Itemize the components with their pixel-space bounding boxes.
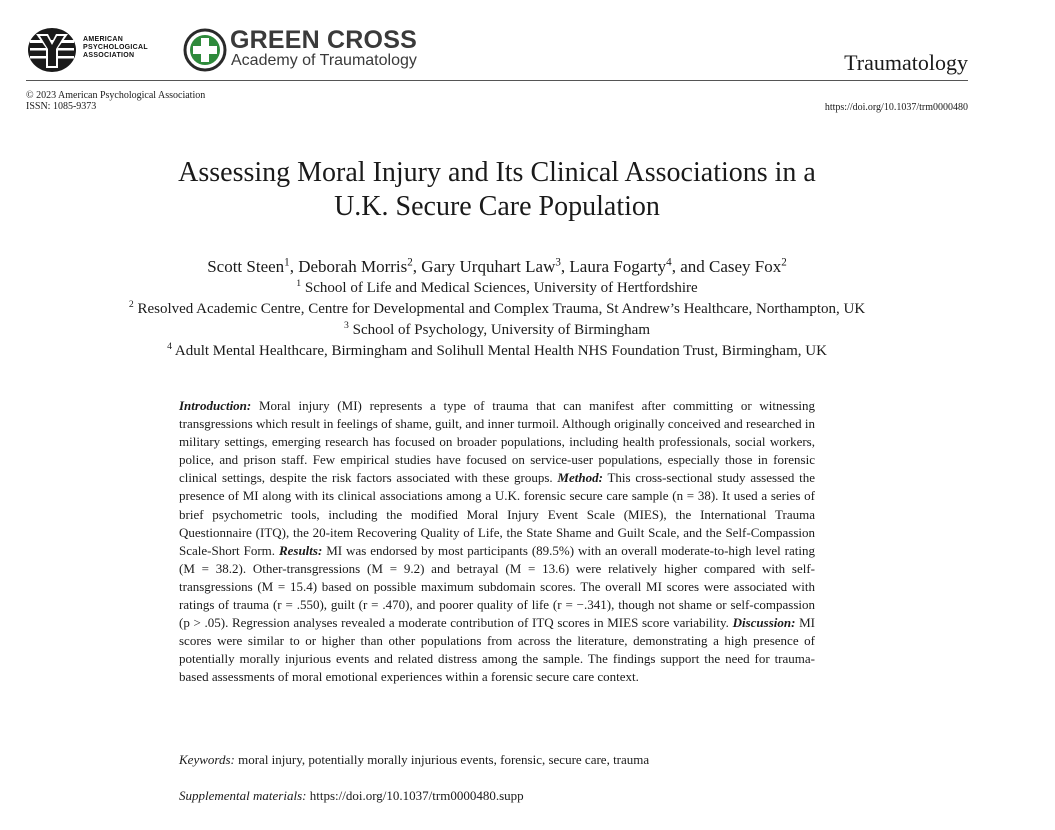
- supplemental-label: Supplemental materials:: [179, 788, 307, 803]
- header-divider: [26, 80, 968, 81]
- abstract-discussion-label: Discussion:: [732, 615, 796, 631]
- copyright-line: © 2023 American Psychological Association: [26, 90, 206, 101]
- journal-name: Traumatology: [844, 50, 968, 75]
- journal-header: [26, 22, 968, 80]
- abstract-results: MI was endorsed by most participants (89.5%) with an overall moderate-to-high level rating (M = 38.2). Other-transgressions (M = 9.2) and betrayal (M = 13.6) were relatively higher compared with self-transgressions (M = 15.4) based on possible maximum subdomain scores. The overall MI scores were associated with ratings of trauma (r = .550), guilt (r = .470), and poorer quality of life (r = −.341), though not shame or self-compassion (p > .05). Regression analyses revealed a moderate contribution of ITQ scores in MIES score variability.: [179, 542, 815, 631]
- affiliation: $^2$ Resolved Academic Centre, Centre for Developmental and Complex Trauma, St Andrew’s Healthcare, Northampton, UK: [128, 299, 866, 317]
- abstract-intro: Moral injury (MI) represents a type of trauma that can manifest after committing or witnessing transgressions which result in feelings of shame, guilt, and inner turmoil. Although originally conceived and researched in military settings, emerging research has focused on broader populations, including health professionals, social workers, police, and prison staff. Few empirical studies have focused on service-user populations, especially those in forensic clinical settings, despite the risk factors associated with these groups.: [179, 398, 815, 486]
- abstract-results-label: Results:: [278, 542, 323, 558]
- affiliation: $^3$ School of Psychology, University of Birmingham: [344, 320, 650, 338]
- article-title: Assessing Moral Injury and Its Clinical Associations in a U.K. Secure Care Population: [178, 157, 816, 222]
- author: Deborah Morris$^2$,: [298, 256, 422, 276]
- supplemental-link[interactable]: https://doi.org/10.1037/trm0000480.supp: [309, 788, 524, 803]
- author: Laura Fogarty$^4$, and: [569, 256, 709, 276]
- keywords-text: moral injury, potentially morally injurious events, forensic, secure care, trauma: [238, 752, 650, 767]
- doi-link[interactable]: https://doi.org/10.1037/trm0000480: [824, 102, 968, 113]
- green-cross-title: GREEN CROSS: [230, 26, 417, 54]
- abstract-discussion: MI scores were similar to or higher than other populations from across the literature, demonstrating a high presence of potentially morally injurious events and related distress among the sample. The findings support the need for trauma-based assessments of moral emotional experiences within a forensic secure care context.: [179, 615, 815, 685]
- keywords-label: Keywords:: [179, 752, 235, 767]
- affiliation: $^4$ Adult Mental Healthcare, Birmingham and Solihull Mental Health NHS Foundation Trust, Birmingham, UK: [167, 341, 827, 359]
- apa-logo-icon: [26, 26, 78, 74]
- author: Gary Urquhart Law$^3$,: [421, 256, 570, 276]
- author-list: [0, 256, 994, 278]
- copyright-block: [26, 90, 205, 112]
- affiliation: $^1$ School of Life and Medical Sciences, University of Hertfordshire: [296, 278, 698, 296]
- affiliation-list: [0, 278, 994, 362]
- author: Scott Steen$^1$,: [207, 256, 299, 276]
- abstract-intro-label: Introduction:: [179, 398, 252, 413]
- abstract: [179, 397, 815, 687]
- apa-logo-text: AMERICAN PSYCHOLOGICAL ASSOCIATION: [83, 36, 148, 59]
- abstract-method-label: Method:: [557, 470, 603, 486]
- supplemental-materials: [179, 787, 524, 805]
- green-cross-logo-icon: [183, 28, 227, 72]
- author: Casey Fox$^2$: [709, 256, 787, 276]
- keywords: [179, 751, 649, 769]
- green-cross-subtitle: Academy of Traumatology: [231, 52, 417, 69]
- abstract-method: This cross-sectional study assessed the presence of MI along with its clinical associations among a U.K. forensic secure care sample (n = 38). It used a series of brief psychometric tools, including the modified Moral Injury Event Scale (MIES), the International Trauma Questionnaire (ITQ), the 20-item Recovering Quality of Life, the State Shame and Guilt Scale, and the Self-Compassion Scale-Short Form.: [179, 470, 816, 558]
- issn-line: ISSN: 1085-9373: [26, 101, 97, 112]
